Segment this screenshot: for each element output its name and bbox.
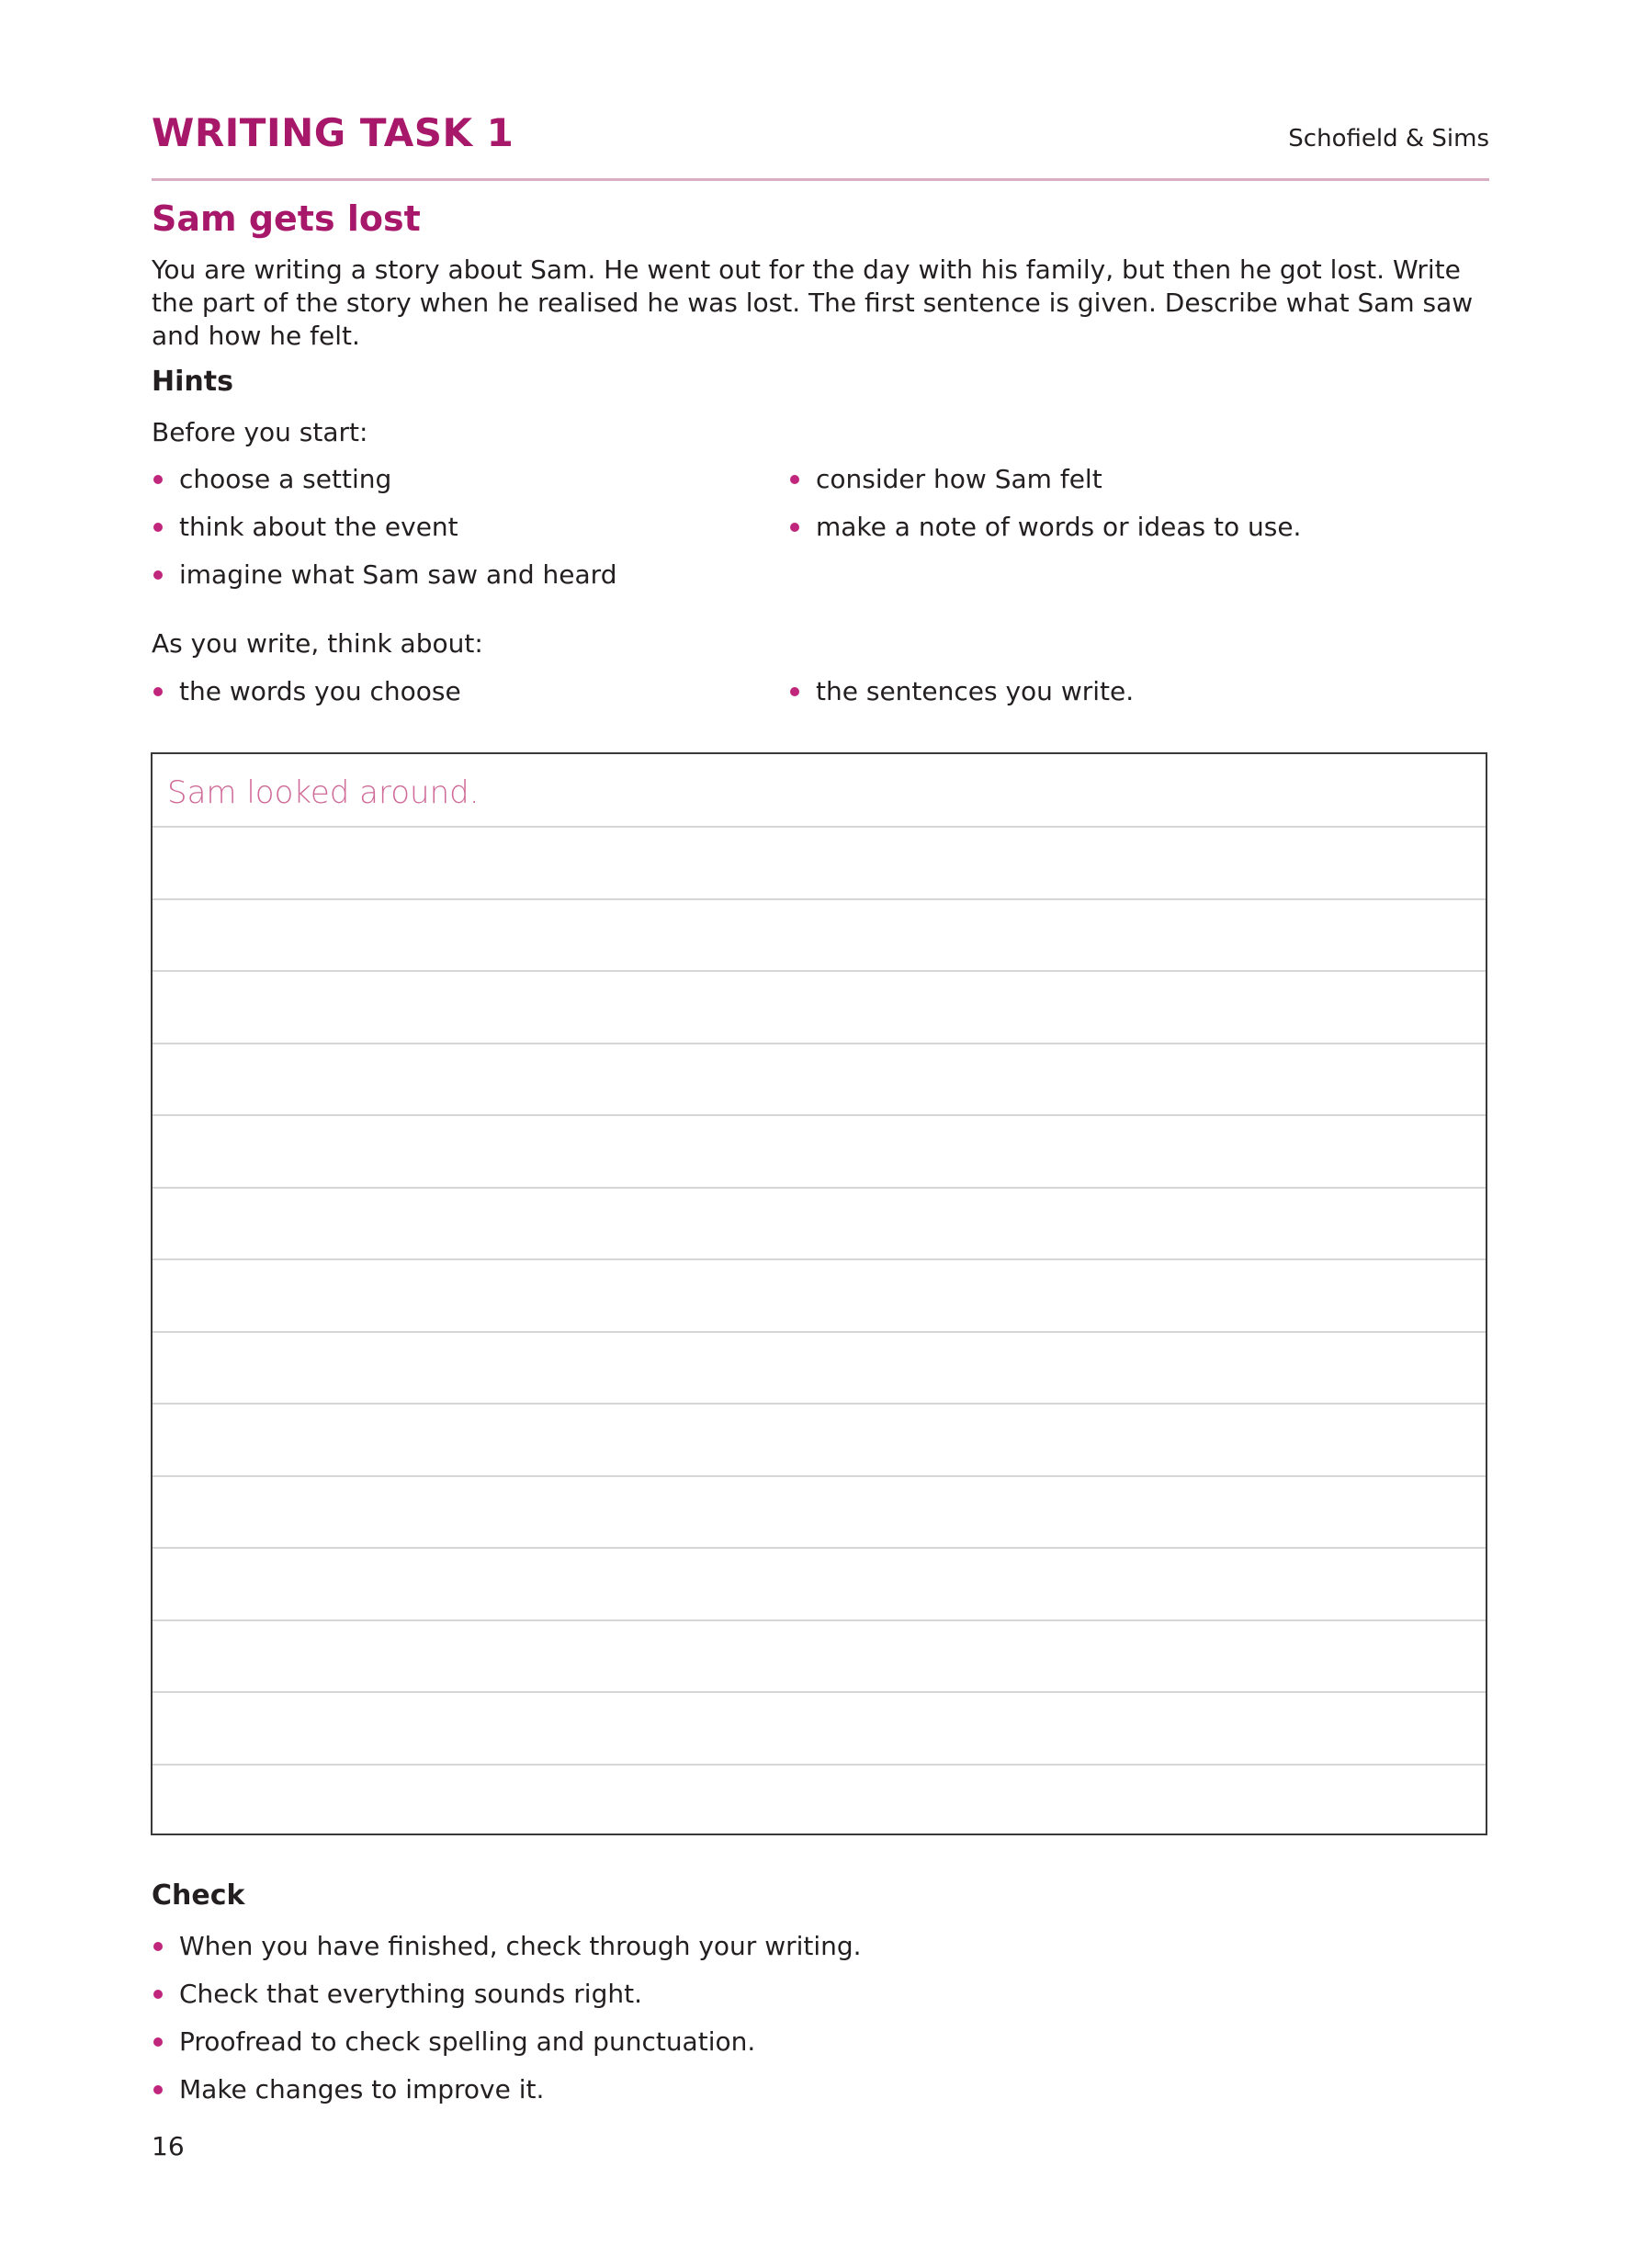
list-item: the sentences you write. <box>788 673 1134 721</box>
page-header <box>152 108 1489 181</box>
writing-line <box>153 1547 1486 1549</box>
bullet-icon <box>153 523 163 532</box>
writing-line <box>153 1258 1486 1260</box>
task-title: WRITING TASK 1 <box>152 110 514 155</box>
writing-line <box>153 1331 1486 1333</box>
task-instructions: You are writing a story about Sam. He went out for the day with his family, but then he got lost. Write the part of the story when he realised he was lost. The first sentence is given. Describe what Sam saw and how he felt. <box>152 254 1474 351</box>
check-heading: Check <box>152 1879 245 1912</box>
writing-line <box>153 1691 1486 1693</box>
writing-line <box>153 970 1486 972</box>
hints-heading: Hints <box>152 366 233 398</box>
bullet-icon <box>790 523 799 532</box>
list-item: Check that everything sounds right. <box>152 1976 862 2024</box>
as-you-write-right-list <box>788 673 1134 721</box>
bullet-icon <box>790 687 799 696</box>
list-item: the words you choose <box>152 673 461 721</box>
list-item: imagine what Sam saw and heard <box>152 557 616 604</box>
list-item: consider how Sam felt <box>788 461 1301 509</box>
check-list <box>152 1928 862 2119</box>
page-number: 16 <box>152 2131 185 2161</box>
bullet-icon <box>153 687 163 696</box>
list-item: When you have finished, check through your writing. <box>152 1928 862 1976</box>
list-item: choose a setting <box>152 461 616 509</box>
list-item: Proofread to check spelling and punctuation. <box>152 2024 862 2071</box>
list-item: make a note of words or ideas to use. <box>788 509 1301 557</box>
list-item: think about the event <box>152 509 616 557</box>
bullet-icon <box>153 2037 163 2047</box>
writing-line <box>153 1043 1486 1044</box>
bullet-icon <box>153 570 163 580</box>
bullet-icon <box>153 2085 163 2094</box>
writing-line <box>153 826 1486 828</box>
writing-line <box>153 1475 1486 1477</box>
bullet-icon <box>790 475 799 484</box>
as-you-write-left-list <box>152 673 461 721</box>
bullet-icon <box>153 475 163 484</box>
as-you-write-label: As you write, think about: <box>152 628 483 659</box>
writing-line <box>153 1764 1486 1766</box>
writing-area[interactable] <box>151 752 1487 1835</box>
publisher-name: Schofield & Sims <box>1288 125 1489 152</box>
writing-line <box>153 1619 1486 1621</box>
writing-line <box>153 898 1486 900</box>
writing-line <box>153 1187 1486 1189</box>
writing-line <box>153 1403 1486 1405</box>
first-sentence: Sam looked around. <box>167 774 480 811</box>
bullet-icon <box>153 1990 163 1999</box>
before-you-start-label: Before you start: <box>152 417 368 447</box>
before-hints-right-list <box>788 461 1301 557</box>
list-item: Make changes to improve it. <box>152 2071 862 2119</box>
writing-line <box>153 1114 1486 1116</box>
bullet-icon <box>153 1942 163 1951</box>
story-title: Sam gets lost <box>152 198 421 239</box>
before-hints-left-list <box>152 461 616 604</box>
